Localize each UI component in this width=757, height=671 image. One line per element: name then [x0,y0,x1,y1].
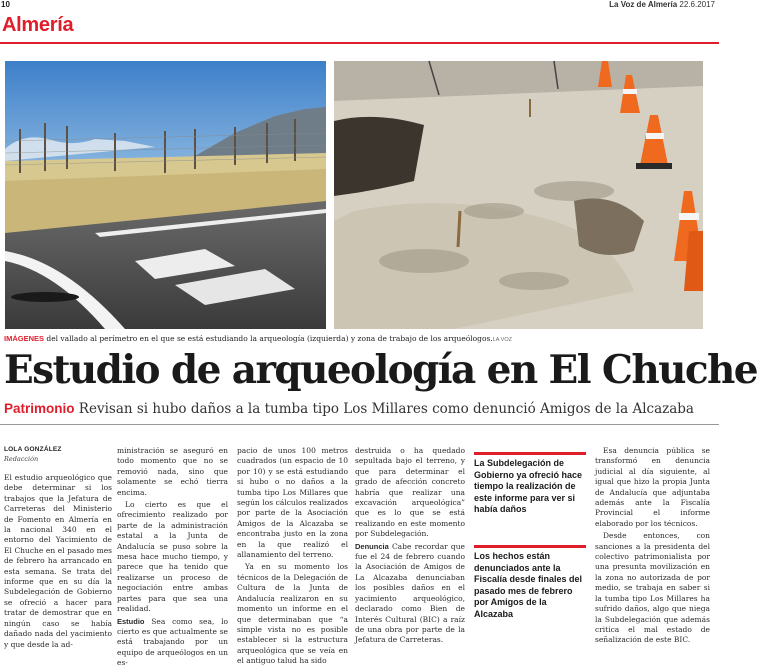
caption-credit: LA VOZ [492,337,512,343]
caption-text: del vallado al perímetro en el que se está estudiando la arqueología (izquierda) y zona de trabajo de los arqueólogos. [44,334,493,343]
publication-date: 22.6.2017 [679,0,715,9]
article-column-2 [117,446,228,671]
paragraph: El estudio arqueológico que debe determinar si los trabajos que la Jefatura de Carreteras del Ministerio de Fomento en Almería en la nacional 340 en el entorno del Yacimiento de El Chuche en el pasado mes de febrero ha arrancado en esta semana. Se trata del informe que en su día la Subdelegación de Gobierno se ofreció a hacer para tratar de demostrar que en ningún caso se había dañado nada del yacimiento y que desde la ad- [4,473,112,649]
pullquote-rule [474,545,586,548]
subheadline [4,400,694,418]
pullquote-rule [474,452,586,455]
article-column-1 [4,473,112,652]
page-header [0,0,719,10]
photo-fence-road [5,61,326,329]
pullquote-2: Los hechos están denunciados ante la Fiscalía desde finales del pasado mes de febrero por Amigos de la Alcazaba [474,551,583,619]
caption-lead: IMÁGENES [4,334,45,343]
paragraph: pacio de unos 100 metros cuadrados (un espacio de 10 por 10) y se está estudiando si hubo o no daños a la tumba tipo Los Millares que según los cálculos realizados por parte de la Asociación Amigos de la Alcazaba se encontraba justo en la zona en la que realizó el allanamiento del terreno. [237,446,348,560]
paragraph-text: Sea como sea, lo cierto es que actualmente se está trabajando por un equipo de arqueólogos en un es- [117,616,228,668]
section-rule [0,42,719,44]
paragraph-lead: Denuncia [355,541,389,551]
byline-role: Redacción [4,455,39,463]
section-title: Almería [2,14,74,36]
headline: Estudio de arqueología en El Chuche [4,347,757,393]
paragraph: destruida o ha quedado sepultada bajo el terreno, y que para determinar el grado de afección concreto habría que realizar una excavación arqueológica” que es lo que se está realizando en este momento por Subdelegación. [355,446,465,539]
article-column-6 [595,446,710,648]
paragraph: ministración se aseguró en todo momento que no se removió nada, sino que solamente se echó tierra encima. [117,446,228,497]
pullquote-1: La Subdelegación de Gobierno ya ofreció hace tiempo la realización de este informe para ver si había daños [474,458,583,514]
article-column-3 [237,446,348,669]
article-column-4 [355,446,465,648]
paragraph: Ya en su momento los técnicos de la Delegación de Cultura de la Junta de Andalucía realizaron en su momento un informe en el que determinaban que “a simple vista no es posible establecer si la estructura arqueológica que se veía en el antiguo talud ha sido [237,562,348,666]
paragraph-lead: Estudio [117,616,145,626]
photo-excavation-site [334,61,703,329]
paragraph: Lo cierto es que el ofrecimiento realizado por parte de la administración estatal a la Junta de Andalucía se puso sobre la mesa hace mucho tiempo, y parece que ha tenido que realizarse un proceso de negociación entre ambas partes para que sea una realidad. [117,500,228,614]
photo-caption [4,334,714,345]
page-number: 10 [1,0,10,9]
subhead-text: Revisan si hubo daños a la tumba tipo Los Millares como denunció Amigos de la Alcazaba [74,401,694,417]
photo-excavation-site-image [334,61,703,329]
byline-author: LOLA GONZÁLEZ [4,446,62,453]
paragraph: Esa denuncia pública se transformó en denuncia judicial al día siguiente, al igual que hizo la propia Junta de Andalucía que adjuntaba además ante la Fiscalía Provincial el informe elaborado por los técnicos. [595,446,710,528]
paragraph: Desde entonces, con sanciones a la presidenta del colectivo patrimonialista por una presunta movilización en la zona no autorizada de por medio, se trabaja en saber si la tumba tipo Los Millares ha sufrido daños, algo que niega la Subdelegación que además critica el mal estado de señalización de este BIC. [595,531,710,645]
photo-fence-road-image [5,61,326,329]
paragraph [355,542,465,646]
subhead-kicker: Patrimonio [4,401,75,416]
paragraph [117,617,228,669]
publication-line [609,0,715,10]
paragraph-text: Cabe recordar que fue el 24 de febrero cuando la Asociación de Amigos de La Alcazaba denunciaban los posibles daños en el yacimiento arqueológico, declarado como Bien de Interés Cultural (BIC) a raíz de una obra por parte de la Jefatura de Carreteras. [355,541,465,645]
divider [0,424,719,425]
publication-name: La Voz de Almería [609,0,678,9]
